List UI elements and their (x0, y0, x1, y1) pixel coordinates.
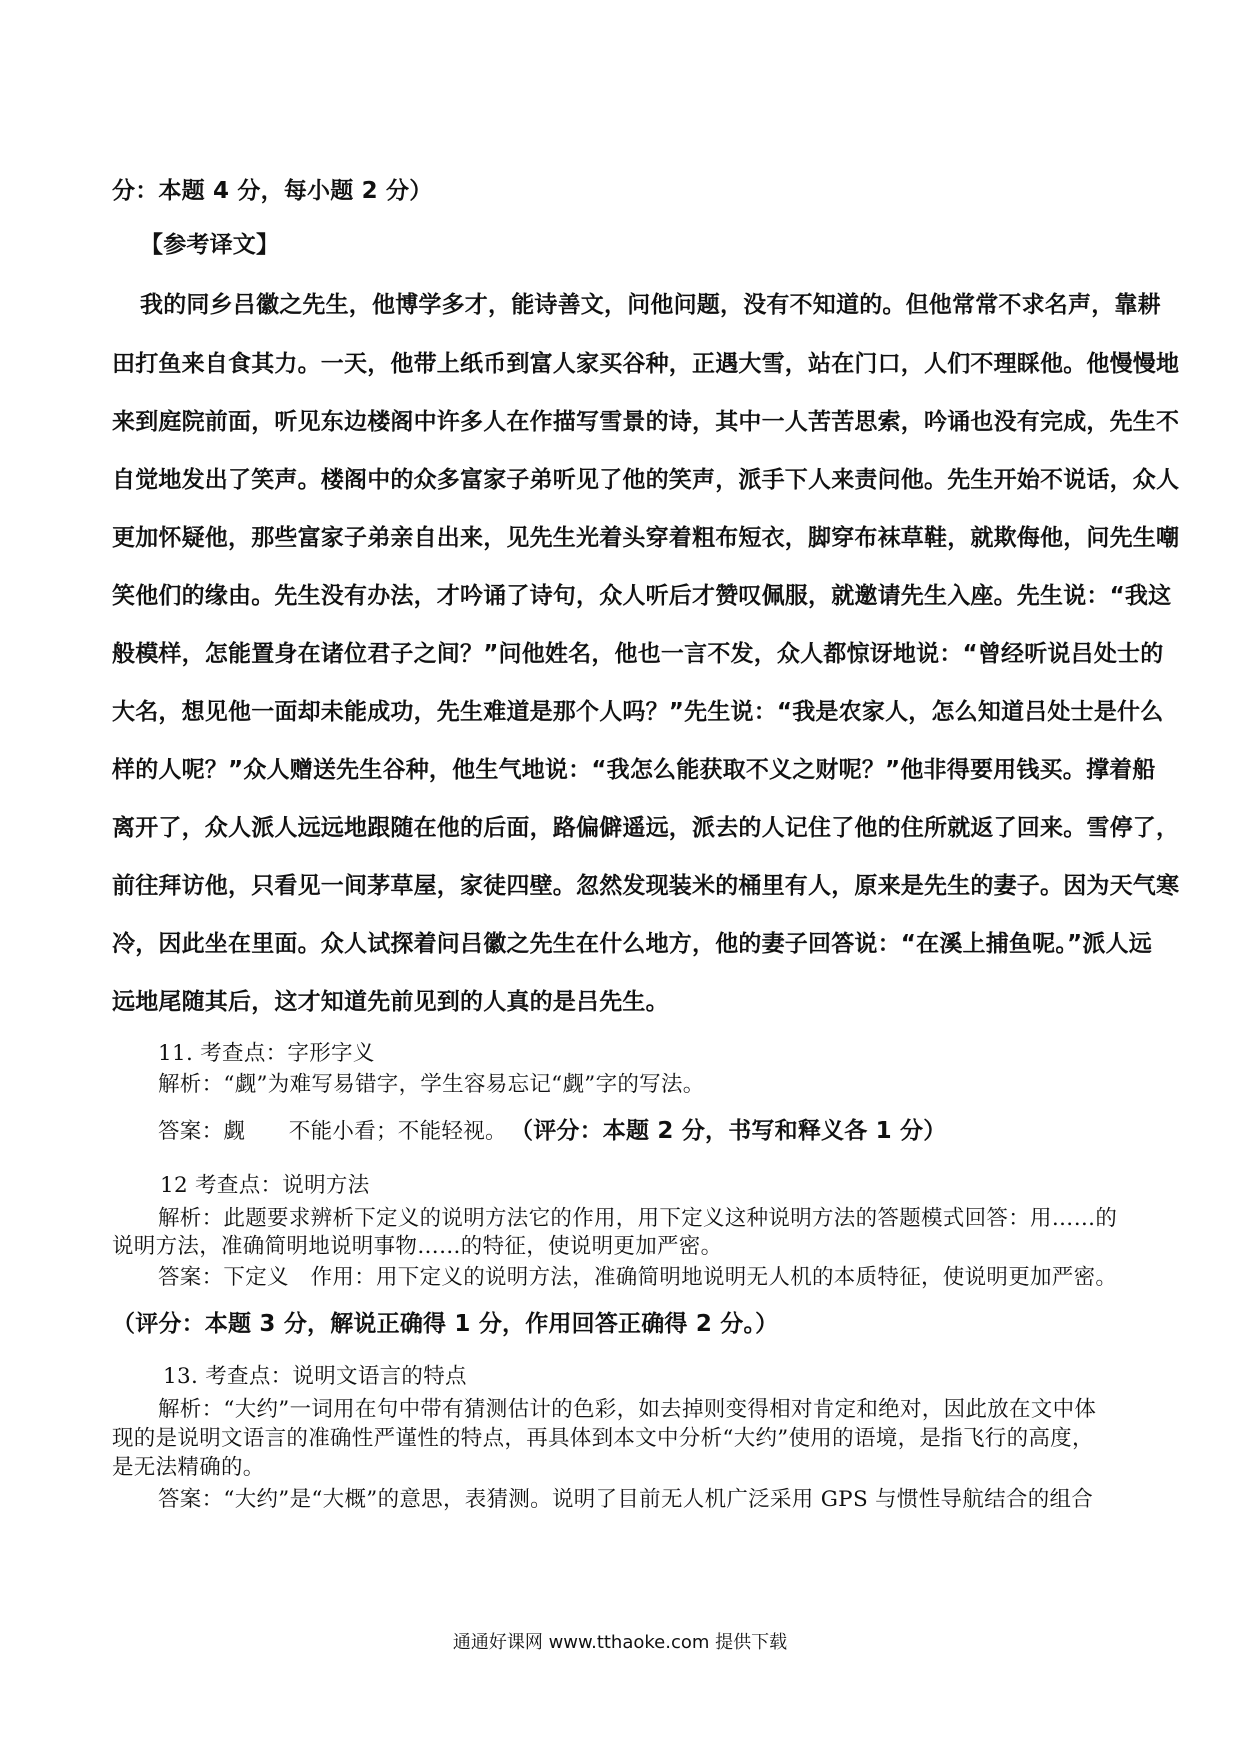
translation-line: 远地尾随其后，这才知道先前见到的人真的是吕先生。 (112, 989, 669, 1015)
translation-line: 样的人呢？”众人赠送先生谷种，他生气地说：“我怎么能获取不义之财呢？”他非得要用钱买。撑着船 (112, 757, 1156, 783)
q13-analysis: 是无法精确的。 (112, 1455, 265, 1480)
translation-line: 田打鱼来自食其力。一天，他带上纸币到富人家买谷种，正遇大雪，站在门口，人们不理睬他。他慢慢地 (112, 351, 1180, 377)
q12-analysis: 解析：此题要求辨析下定义的说明方法它的作用，用下定义这种说明方法的答题模式回答：用……的 (158, 1206, 1118, 1231)
translation-line: 般模样，怎能置身在诸位君子之间？”问他姓名，他也一言不发，众人都惊讶地说：“曾经听说吕处士的 (112, 641, 1164, 667)
translation-line: 前往拜访他，只看见一间茅草屋，家徒四壁。忽然发现装米的桶里有人，原来是先生的妻子。因为天气寒 (112, 873, 1180, 899)
footer-credit: 通通好课网 www.tthaoke.com 提供下载 (452, 1632, 788, 1653)
q12-answer: 答案：下定义 作用：用下定义的说明方法，准确简明地说明无人机的本质特征，使说明更加严密。 (158, 1265, 1118, 1290)
translation-line: 我的同乡吕徽之先生，他博学多才，能诗善文，问他问题，没有不知道的。但他常常不求名声，靠耕 (140, 292, 1161, 318)
translation-heading: 【参考译文】 (140, 232, 280, 258)
translation-line: 来到庭院前面，听见东边楼阁中许多人在作描写雪景的诗，其中一人苦苦思索，吟诵也没有完成，先生不 (112, 409, 1180, 435)
q11-point: 11. 考查点：字形字义 (158, 1041, 375, 1066)
q12-point: 12 考查点：说明方法 (160, 1173, 370, 1198)
translation-line: 离开了，众人派人远远地跟随在他的后面，路偏僻遥远，派去的人记住了他的住所就返了回来。雪停了， (112, 815, 1180, 841)
q13-analysis: 现的是说明文语言的准确性严谨性的特点，再具体到本文中分析“大约”使用的语境，是指飞行的高度， (112, 1426, 1094, 1451)
q11-answer: 答案：觑 不能小看；不能轻视。 (158, 1119, 507, 1144)
q13-point: 13. 考查点：说明文语言的特点 (163, 1364, 467, 1389)
score-line: 分：本题 4 分，每小题 2 分） (112, 178, 433, 204)
q13-analysis: 解析：“大约”一词用在句中带有猜测估计的色彩，如去掉则变得相对肯定和绝对，因此放在文中体 (158, 1397, 1097, 1422)
translation-line: 大名，想见他一面却未能成功，先生难道是那个人吗？”先生说：“我是农家人，怎么知道吕处士是什么 (112, 699, 1164, 725)
q12-score: （评分：本题 3 分，解说正确得 1 分，作用回答正确得 2 分。） (112, 1311, 779, 1337)
q13-answer: 答案：“大约”是“大概”的意思，表猜测。说明了目前无人机广泛采用 GPS 与惯性导航结合的组合 (158, 1487, 1094, 1512)
translation-line: 冷，因此坐在里面。众人试探着问吕徽之先生在什么地方，他的妻子回答说：“在溪上捕鱼呢。”派人远 (112, 931, 1152, 957)
q12-analysis: 说明方法，准确简明地说明事物……的特征，使说明更加严密。 (112, 1234, 723, 1259)
q11-analysis: 解析：“觑”为难写易错字，学生容易忘记“觑”字的写法。 (158, 1072, 705, 1097)
q11-score: （评分：本题 2 分，书写和释义各 1 分） (510, 1118, 947, 1144)
translation-line: 更加怀疑他，那些富家子弟亲自出来，见先生光着头穿着粗布短衣，脚穿布袜草鞋，就欺侮他，问先生嘲 (112, 525, 1180, 551)
translation-line: 自觉地发出了笑声。楼阁中的众多富家子弟听见了他的笑声，派手下人来责问他。先生开始不说话，众人 (112, 467, 1180, 493)
translation-line: 笑他们的缘由。先生没有办法，才吟诵了诗句，众人听后才赞叹佩服，就邀请先生入座。先生说：“我这 (112, 583, 1172, 609)
